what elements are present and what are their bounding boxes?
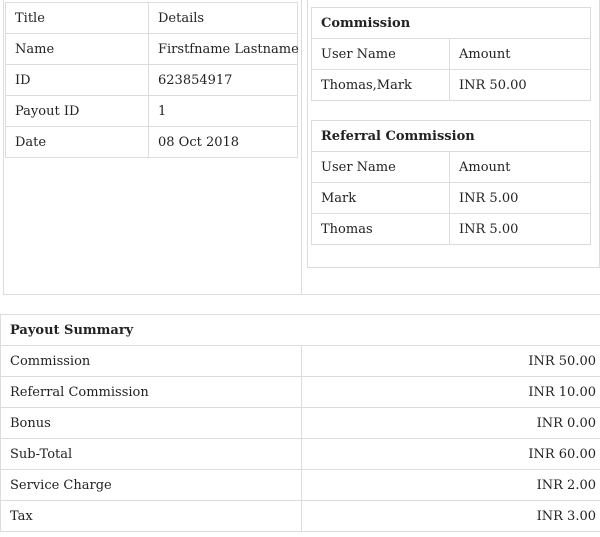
table-row — [312, 214, 591, 245]
details-value-header: Details — [149, 3, 298, 34]
top-panel-divider — [301, 0, 302, 295]
summary-value-service-charge: INR 2.00 — [302, 470, 600, 501]
details-title-header: Title — [6, 3, 149, 34]
table-row — [1, 315, 600, 346]
payout-summary-table — [0, 314, 600, 532]
table-row — [1, 470, 600, 501]
table-row — [1, 408, 600, 439]
summary-label-referral-commission: Referral Commission — [1, 377, 302, 408]
referral-commission-title: Referral Commission — [312, 121, 591, 152]
table-row — [1, 501, 600, 532]
details-value-id: 623854917 — [149, 65, 298, 96]
commission-col-user: User Name — [312, 39, 450, 70]
table-row — [6, 3, 298, 34]
table-row — [312, 121, 591, 152]
details-label-date: Date — [6, 127, 149, 158]
details-value-payout-id: 1 — [149, 96, 298, 127]
table-row — [1, 346, 600, 377]
details-value-name: Firstfname Lastname — [149, 34, 298, 65]
payout-summary-title: Payout Summary — [1, 315, 600, 346]
summary-value-sub-total: INR 60.00 — [302, 439, 600, 470]
commission-col-amount: Amount — [450, 39, 591, 70]
commission-title: Commission — [312, 8, 591, 39]
details-label-payout-id: Payout ID — [6, 96, 149, 127]
referral-commission-table — [311, 120, 591, 245]
summary-label-sub-total: Sub-Total — [1, 439, 302, 470]
table-row — [312, 152, 591, 183]
referral-user: Thomas — [312, 214, 450, 245]
commission-user: Thomas,Mark — [312, 70, 450, 101]
referral-col-user: User Name — [312, 152, 450, 183]
summary-value-referral-commission: INR 10.00 — [302, 377, 600, 408]
table-row — [312, 70, 591, 101]
commission-table — [311, 7, 591, 101]
commission-amount: INR 50.00 — [450, 70, 591, 101]
table-row — [1, 439, 600, 470]
table-row — [1, 377, 600, 408]
details-label-id: ID — [6, 65, 149, 96]
table-row — [6, 96, 298, 127]
summary-label-service-charge: Service Charge — [1, 470, 302, 501]
table-row — [6, 127, 298, 158]
table-row — [6, 65, 298, 96]
details-value-date: 08 Oct 2018 — [149, 127, 298, 158]
table-row — [6, 34, 298, 65]
details-table — [5, 2, 298, 158]
summary-label-commission: Commission — [1, 346, 302, 377]
table-row — [312, 8, 591, 39]
summary-value-bonus: INR 0.00 — [302, 408, 600, 439]
summary-label-tax: Tax — [1, 501, 302, 532]
table-row — [312, 183, 591, 214]
referral-col-amount: Amount — [450, 152, 591, 183]
table-row — [312, 39, 591, 70]
referral-amount: INR 5.00 — [450, 183, 591, 214]
referral-amount: INR 5.00 — [450, 214, 591, 245]
referral-user: Mark — [312, 183, 450, 214]
summary-value-tax: INR 3.00 — [302, 501, 600, 532]
summary-value-commission: INR 50.00 — [302, 346, 600, 377]
summary-label-bonus: Bonus — [1, 408, 302, 439]
details-label-name: Name — [6, 34, 149, 65]
